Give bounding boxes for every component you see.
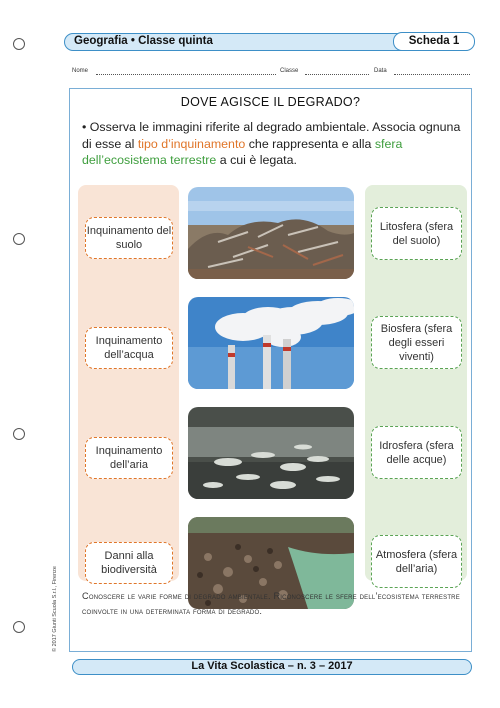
- exercise-panel: [69, 88, 472, 652]
- student-fields: [72, 68, 472, 78]
- name-field[interactable]: [96, 74, 276, 75]
- ecosystem-sphere-highlight: sfera dell’ecosistema terrestre: [82, 136, 403, 167]
- sphere-hydrosphere[interactable]: Idrosfera (sfera delle acque): [371, 426, 462, 479]
- class-field[interactable]: [305, 74, 369, 75]
- binder-hole-1: [13, 38, 25, 50]
- copyright-credit: © 2017 Giunti Scuola S.r.l., Firenze: [52, 566, 58, 652]
- pollution-type-soil[interactable]: Inquinamento del suolo: [85, 217, 173, 259]
- sphere-atmosphere[interactable]: Atmosfera (sfera dell’aria): [371, 535, 462, 588]
- class-label: Classe: [280, 68, 299, 74]
- date-label: Data: [374, 68, 387, 74]
- pollution-type-highlight: tipo d’inquinamento: [137, 136, 246, 151]
- learning-objectives: Conoscere le varie forme di degrado ambientale. Riconoscere le sfere dell’ecosistema terrestre coinvolte in una determinata forma di degrado.: [82, 591, 460, 616]
- dead-fish-photo: [188, 407, 354, 499]
- header-bar: [64, 33, 474, 51]
- subject-title: Geografia • Classe quinta: [74, 35, 213, 47]
- sphere-biosphere[interactable]: Biosfera (sfera degli esseri viventi): [371, 316, 462, 369]
- smokestacks-photo: [188, 297, 354, 389]
- scrap-metal-dump-photo: [188, 187, 354, 279]
- bullet: •: [82, 120, 87, 134]
- sphere-lithosphere[interactable]: Litosfera (sfera del suolo): [371, 207, 462, 260]
- footer-publication: La Vita Scolastica – n. 3 – 2017: [72, 659, 472, 675]
- name-label: Nome: [72, 68, 89, 74]
- binder-hole-3: [13, 428, 25, 440]
- date-field[interactable]: [394, 74, 470, 75]
- pollution-type-water[interactable]: Inquinamento dell’acqua: [85, 327, 173, 369]
- instructions: • Osserva le immagini riferite al degrado ambientale. Associa ognuna di esse al tipo d’inquinamento che rappresenta e alla sfera dell’ecosistema terrestre a cui è legata.: [82, 120, 461, 167]
- binder-hole-2: [13, 233, 25, 245]
- exercise-title: DOVE AGISCE IL DEGRADO?: [180, 95, 361, 109]
- binder-hole-4: [13, 621, 25, 633]
- pollution-type-air[interactable]: Inquinamento dell’aria: [85, 437, 173, 479]
- pollution-type-biodiversity[interactable]: Danni alla biodiversità: [85, 542, 173, 584]
- sheet-number: Scheda 1: [393, 32, 475, 51]
